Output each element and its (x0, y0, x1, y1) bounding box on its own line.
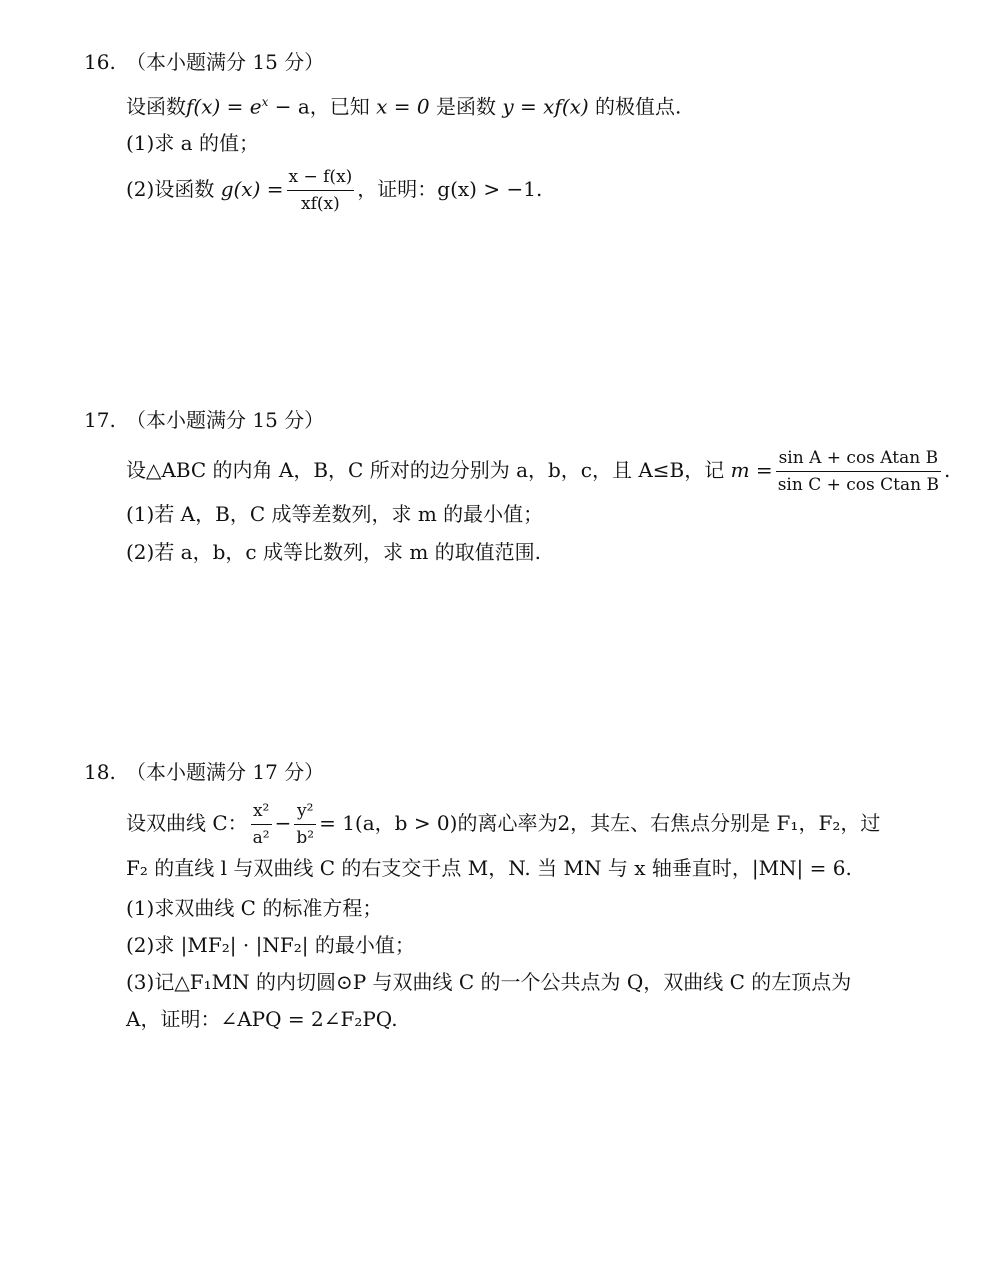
denominator: sin C + cos Ctan B (777, 475, 939, 495)
function-g: g(x) = (220, 176, 284, 201)
problem-17 (84, 406, 964, 566)
fraction-x (251, 800, 272, 849)
fraction (287, 166, 355, 215)
problem-17-q2: (2)若 a，b，c 成等比数列，求 m 的取值范围. (126, 540, 542, 564)
problem-16-q2 (126, 165, 964, 215)
stem-text: 设△ABC 的内角 A，B，C 所对的边分别为 a，b，c，且 A≤B，记 (126, 458, 731, 482)
condition: x = 0 (376, 94, 430, 119)
q2-text: (2)设函数 (126, 176, 221, 201)
denominator: b² (296, 828, 315, 848)
minus-sign: − (274, 811, 292, 835)
stem-text: − a，已知 (268, 94, 377, 119)
numerator: y² (294, 800, 316, 825)
problem-17-header (84, 406, 964, 434)
problem-16-q1: (1)求 a 的值； (126, 130, 259, 155)
problem-18-line2: F₂ 的直线 l 与双曲线 C 的右支交于点 M，N. 当 MN 与 x 轴垂直时，|MN| = 6. (126, 856, 852, 880)
denominator: xf(x) (301, 193, 340, 214)
fraction-y (294, 800, 316, 849)
q2-text: ，证明：g(x) > −1. (357, 176, 543, 201)
stem-text: 的极值点. (588, 94, 682, 119)
problem-number: 18. (84, 760, 116, 784)
stem-text: 设双曲线 C： (126, 811, 248, 835)
stem-text: 设函数 (126, 94, 186, 119)
stem-text: . (943, 458, 951, 482)
problem-16-stem (126, 88, 964, 121)
numerator: sin A + cos Atan B (776, 447, 941, 472)
stem-text: 是函数 (429, 94, 503, 119)
numerator: x² (251, 800, 272, 825)
score-note: （本小题满分 17 分） (126, 760, 325, 784)
problem-16-header (84, 48, 964, 76)
problem-17-stem (126, 444, 964, 496)
problem-number: 17. (84, 408, 116, 432)
m-symbol: m = (730, 458, 773, 482)
fraction (776, 447, 941, 496)
problem-18-q1: (1)求双曲线 C 的标准方程； (126, 896, 383, 920)
function-f: f(x) = e (186, 94, 262, 119)
problem-17-q1: (1)若 A，B，C 成等差数列，求 m 的最小值； (126, 502, 544, 526)
score-note: （本小题满分 15 分） (126, 408, 325, 432)
problem-18-header (84, 758, 964, 786)
stem-text: = 1(a，b > 0)的离心率为2，其左、右焦点分别是 F₁，F₂，过 (319, 811, 881, 835)
curve-y: y = xf(x) (502, 94, 589, 119)
numerator: x − f(x) (287, 166, 355, 191)
problem-number: 16. (84, 50, 116, 74)
problem-18-q3-line2: A，证明：∠APQ = 2∠F₂PQ. (126, 1007, 398, 1031)
problem-16 (84, 48, 964, 215)
problem-18-q2: (2)求 |MF₂| · |NF₂| 的最小值； (126, 933, 415, 957)
exponent: x (261, 95, 269, 109)
score-note: （本小题满分 15 分） (126, 50, 325, 74)
problem-18-q3-line1: (3)记△F₁MN 的内切圆⊙P 与双曲线 C 的一个公共点为 Q，双曲线 C 的左顶点为 (126, 970, 852, 994)
denominator: a² (252, 828, 270, 848)
problem-18-stem (126, 794, 964, 852)
problem-18 (84, 758, 964, 1033)
